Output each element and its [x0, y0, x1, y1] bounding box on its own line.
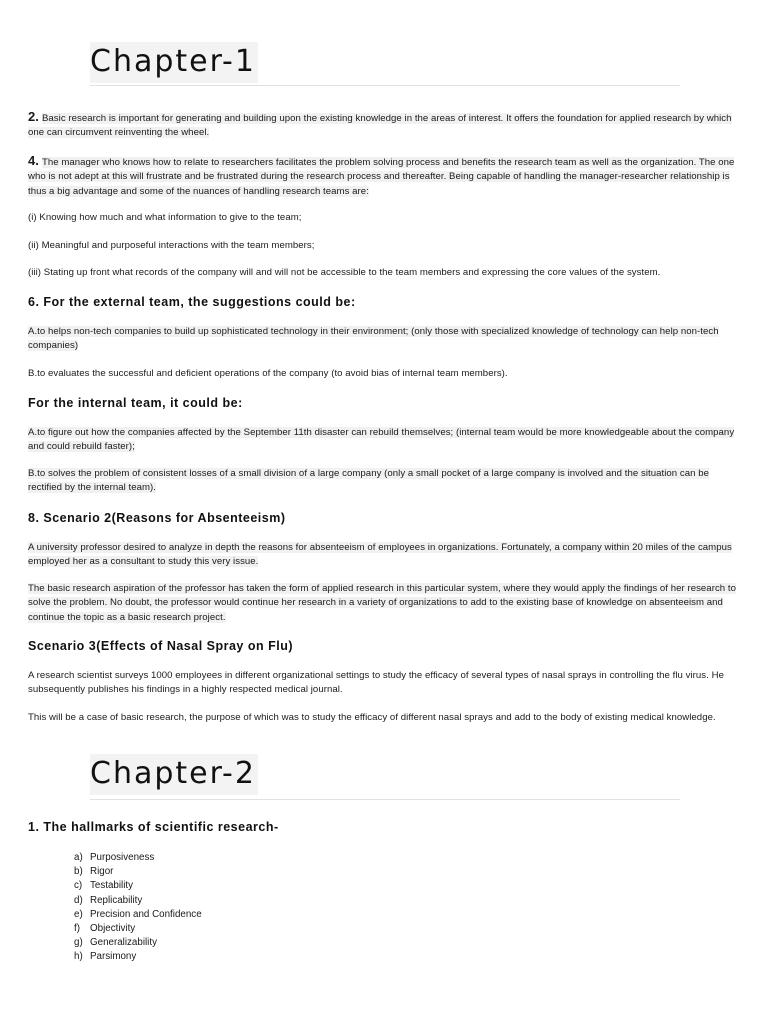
list-item: [74, 865, 202, 879]
scenario-2-paragraph-2-text: The basic research aspiration of the professor has taken the form of applied research in this particular system, where they would apply the findings of her research to solve the problem. No doubt, the professor would continue her research in a variety of organizations to add to the existing base of knowledge on absenteeism and continue the topic as a basic research project.: [28, 583, 736, 623]
list-item: [74, 879, 202, 893]
paragraph-2-number: 2.: [28, 109, 39, 124]
list-item-label: Parsimony: [90, 951, 137, 963]
chapter-2-title: Chapter-2: [90, 754, 258, 795]
heading-scenario-3: Scenario 3(Effects of Nasal Spray on Flu): [28, 639, 294, 653]
scenario-2-paragraph-1-text: A university professor desired to analyze in depth the reasons for absenteeism of employees in organizations. Fortunately, a company within 20 miles of the campus employed her as a consultant to study this very issue.: [28, 542, 732, 568]
chapter-1-title: Chapter-1: [90, 42, 258, 83]
list-item-marker: d): [74, 894, 83, 906]
external-item-a-text: A.to helps non-tech companies to build up sophisticated technology in their environment; (only those with specialized knowledge of technology can help non-tech companies): [28, 326, 719, 352]
list-item-label: Generalizability: [90, 937, 157, 949]
paragraph-4-text: The manager who knows how to relate to researchers facilitates the problem solving process and benefits the research team as well as the organization. The one who is not adept at this will frustrate and be frustrated during the research process and thereafter. Being capable of handling the manager-researcher relationship is thus a big advantage and some of the nuances of handling research teams are:: [28, 157, 735, 197]
list-item-marker: c): [74, 880, 83, 892]
paragraph-4-item-3: (iii) Stating up front what records of the company will and will not be accessible to the team members and expressing the core values of the system.: [28, 267, 661, 278]
scenario-3-paragraph-2: This will be a case of basic research, the purpose of which was to study the efficacy of different nasal sprays and add to the body of existing medical knowledge.: [28, 712, 716, 723]
list-item-marker: a): [74, 852, 83, 863]
list-item-marker: g): [74, 937, 83, 949]
internal-item-a-text: A.to figure out how the companies affected by the September 11th disaster can rebuild themselves; (internal team would be more knowledgeable about the company and could rebuild faster);: [28, 427, 735, 453]
external-item-b: B.to evaluates the successful and deficient operations of the company (to avoid bias of internal team members).: [28, 368, 508, 379]
list-item-label: Testability: [90, 880, 134, 892]
list-item-marker: h): [74, 951, 83, 963]
heading-internal-team: For the internal team, it could be:: [28, 396, 243, 410]
external-item-a: [28, 325, 744, 354]
paragraph-4: [28, 154, 744, 199]
paragraph-4-item-1: (i) Knowing how much and what information to give to the team;: [28, 212, 302, 223]
list-item: [74, 922, 202, 936]
list-item: [74, 908, 202, 922]
list-item-marker: e): [74, 908, 83, 920]
chapter-2-rule: [90, 799, 680, 800]
list-item-label: Precision and Confidence: [90, 908, 202, 920]
heading-scenario-2: 8. Scenario 2(Reasons for Absenteeism): [28, 511, 286, 525]
hallmarks-list: [74, 851, 202, 965]
paragraph-2: [28, 110, 744, 141]
internal-item-b: [28, 467, 744, 496]
scenario-3-paragraph-1: A research scientist surveys 1000 employees in different organizational settings to study the efficacy of several types of nasal sprays in controlling the flu virus. He subsequently publishes his findings in a highly respected medical journal.: [28, 670, 724, 696]
paragraph-4-number: 4.: [28, 153, 39, 168]
scenario-2-paragraph-2: [28, 582, 744, 625]
chapter-1-rule: [90, 85, 680, 86]
list-item-marker: f): [74, 923, 80, 935]
list-item-label: Replicability: [90, 894, 143, 906]
internal-item-b-text: B.to solves the problem of consistent losses of a small division of a large company (only a small pocket of a large company is involved and the situation can be rectified by the internal team).: [28, 468, 709, 494]
list-item: [74, 936, 202, 950]
list-item-label: Purposiveness: [90, 852, 155, 863]
heading-hallmarks: 1. The hallmarks of scientific research-: [28, 820, 279, 834]
list-item: [74, 851, 202, 865]
list-item-label: Objectivity: [90, 923, 136, 935]
list-item-marker: b): [74, 866, 83, 878]
paragraph-4-item-2: (ii) Meaningful and purposeful interactions with the team members;: [28, 240, 315, 251]
list-item-label: Rigor: [90, 866, 114, 878]
internal-item-a: [28, 426, 744, 455]
list-item: [74, 950, 202, 964]
scenario-2-paragraph-1: [28, 541, 744, 570]
list-item: [74, 894, 202, 908]
paragraph-2-text: Basic research is important for generating and building upon the existing knowledge in the areas of interest. It offers the foundation for applied research by which one can circumvent reinventing the wheel.: [28, 113, 732, 139]
heading-external-team: 6. For the external team, the suggestions could be:: [28, 295, 356, 309]
